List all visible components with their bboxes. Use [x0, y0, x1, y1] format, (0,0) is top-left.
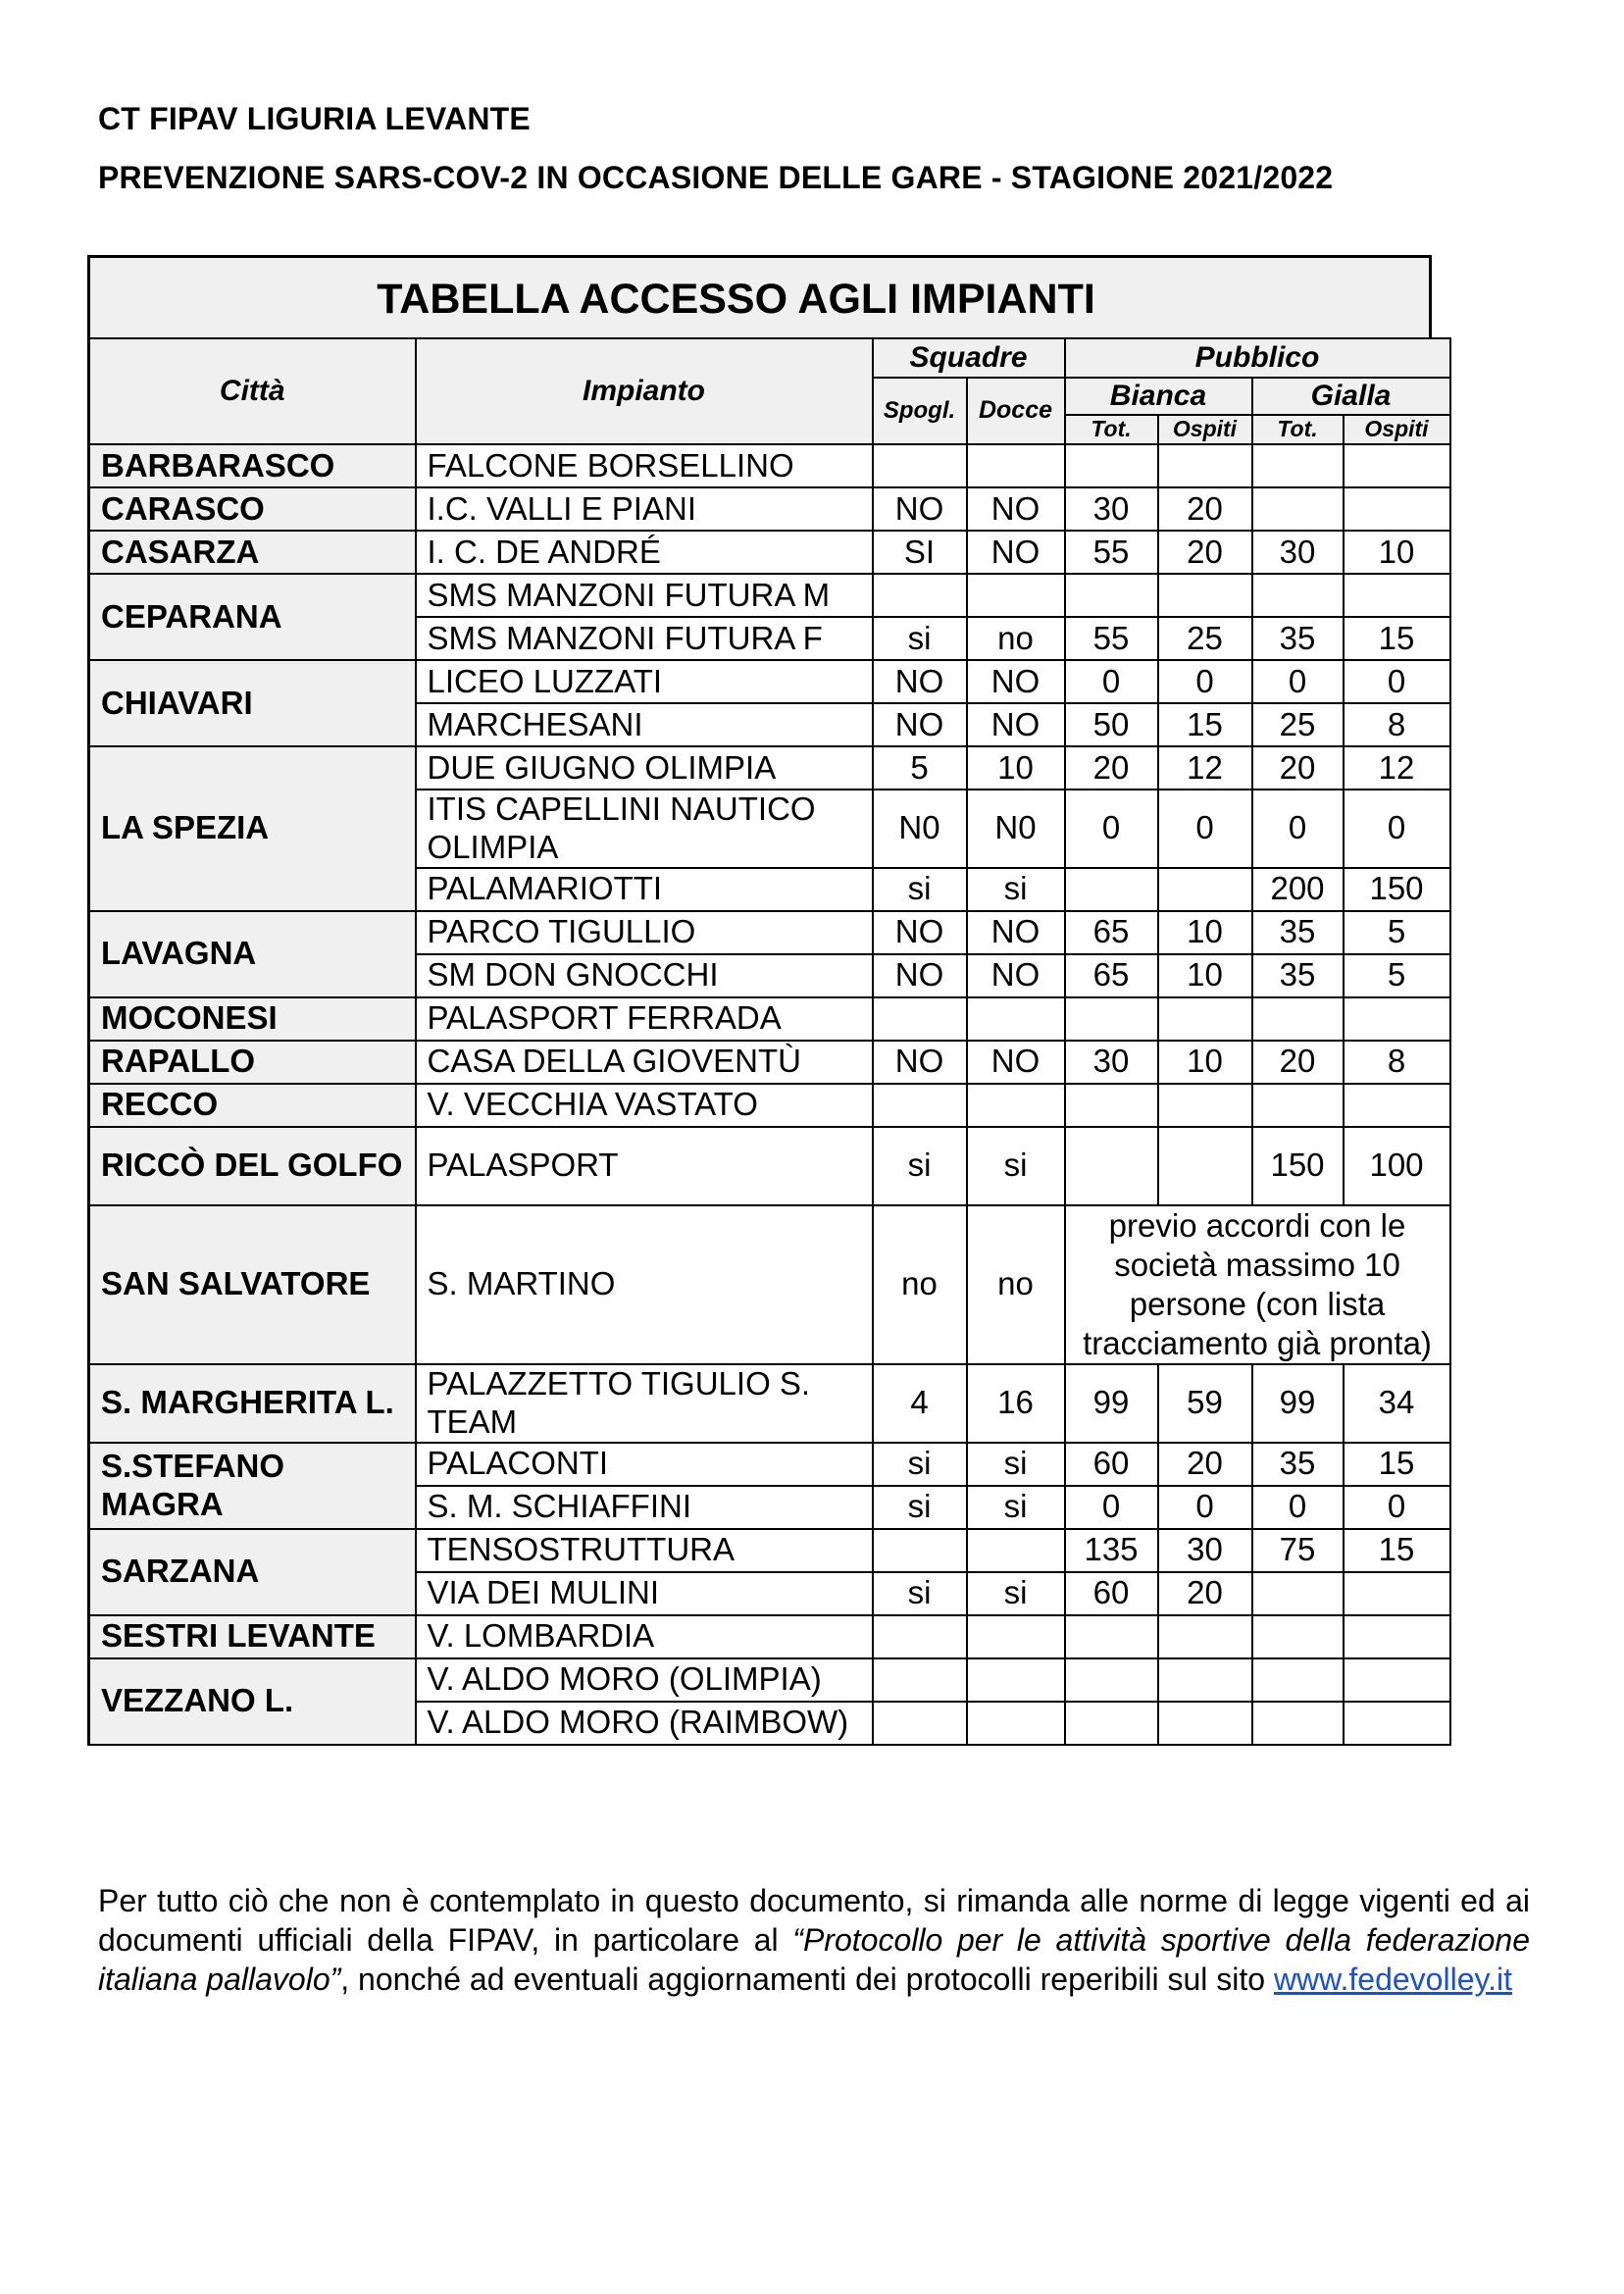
bianca-tot-cell: 99	[1065, 1364, 1158, 1443]
bianca-ospiti-cell: 20	[1158, 1572, 1252, 1615]
gialla-ospiti-cell	[1344, 1658, 1450, 1702]
gialla-tot-cell	[1252, 444, 1344, 487]
header-gialla-ospiti: Ospiti	[1344, 415, 1450, 444]
bianca-ospiti-cell: 20	[1158, 1443, 1252, 1486]
bianca-tot-cell: 135	[1065, 1529, 1158, 1572]
impianto-cell: DUE GIUGNO OLIMPIA	[416, 746, 873, 790]
gialla-tot-cell: 30	[1252, 531, 1344, 574]
bianca-tot-cell	[1065, 868, 1158, 911]
pubblico-note-cell: previo accordi con le società massimo 10 persone (con lista tracciamento già pronta)	[1065, 1205, 1450, 1364]
city-cell: LAVAGNA	[89, 911, 416, 997]
footer-protocol-title: “Protocollo per le attività sportive della federazione italiana pallavolo”	[98, 1922, 1530, 1997]
table-row	[89, 997, 1450, 1041]
bianca-ospiti-cell: 59	[1158, 1364, 1252, 1443]
gialla-ospiti-cell: 15	[1344, 1443, 1450, 1486]
spogl-cell	[873, 1529, 967, 1572]
bianca-ospiti-cell: 10	[1158, 1041, 1252, 1084]
table-title-box	[87, 255, 1432, 337]
bianca-ospiti-cell: 20	[1158, 531, 1252, 574]
header-gialla: Gialla	[1252, 378, 1450, 415]
table-row	[89, 1041, 1450, 1084]
spogl-cell: NO	[873, 660, 967, 703]
bianca-tot-cell: 65	[1065, 954, 1158, 997]
city-cell: CASARZA	[89, 531, 416, 574]
bianca-ospiti-cell	[1158, 1658, 1252, 1702]
spogl-cell: 5	[873, 746, 967, 790]
header-bianca-ospiti: Ospiti	[1158, 415, 1252, 444]
gialla-ospiti-cell: 5	[1344, 911, 1450, 954]
gialla-tot-cell	[1252, 487, 1344, 531]
footer-text-2: , nonché ad eventuali aggiornamenti dei protocolli reperibili sul sito	[340, 1962, 1274, 1997]
impianto-cell: V. LOMBARDIA	[416, 1615, 873, 1658]
bianca-ospiti-cell	[1158, 997, 1252, 1041]
impianto-cell: S. MARTINO	[416, 1205, 873, 1364]
docce-cell: N0	[967, 790, 1065, 868]
impianto-cell: CASA DELLA GIOVENTÙ	[416, 1041, 873, 1084]
docce-cell: si	[967, 1572, 1065, 1615]
bianca-tot-cell	[1065, 1615, 1158, 1658]
header-bianca: Bianca	[1065, 378, 1252, 415]
table-title: TABELLA ACCESSO AGLI IMPIANTI	[377, 276, 1095, 323]
city-cell: MOCONESI	[89, 997, 416, 1041]
gialla-ospiti-cell: 10	[1344, 531, 1450, 574]
docce-cell: si	[967, 1127, 1065, 1205]
bianca-ospiti-cell	[1158, 1084, 1252, 1127]
bianca-ospiti-cell: 10	[1158, 911, 1252, 954]
fedevolley-link[interactable]: www.fedevolley.it	[1273, 1962, 1512, 1997]
bianca-tot-cell: 20	[1065, 746, 1158, 790]
bianca-ospiti-cell: 0	[1158, 660, 1252, 703]
docce-cell: no	[967, 617, 1065, 660]
gialla-ospiti-cell: 0	[1344, 660, 1450, 703]
impianto-cell: MARCHESANI	[416, 703, 873, 746]
header-spogl: Spogl.	[873, 378, 967, 444]
table-row	[89, 1529, 1450, 1572]
bianca-tot-cell: 0	[1065, 790, 1158, 868]
bianca-ospiti-cell	[1158, 868, 1252, 911]
bianca-tot-cell: 50	[1065, 703, 1158, 746]
gialla-tot-cell	[1252, 1572, 1344, 1615]
impianto-cell: PALASPORT	[416, 1127, 873, 1205]
docce-cell: NO	[967, 703, 1065, 746]
bianca-ospiti-cell	[1158, 574, 1252, 617]
header-gialla-tot: Tot.	[1252, 415, 1344, 444]
bianca-ospiti-cell: 25	[1158, 617, 1252, 660]
impianto-cell: I.C. VALLI E PIANI	[416, 487, 873, 531]
city-cell: BARBARASCO	[89, 444, 416, 487]
bianca-ospiti-cell	[1158, 1615, 1252, 1658]
gialla-ospiti-cell: 34	[1344, 1364, 1450, 1443]
gialla-tot-cell: 20	[1252, 1041, 1344, 1084]
gialla-tot-cell: 25	[1252, 703, 1344, 746]
spogl-cell	[873, 1702, 967, 1745]
header-squadre: Squadre	[873, 338, 1065, 378]
bianca-ospiti-cell: 10	[1158, 954, 1252, 997]
spogl-cell: si	[873, 1572, 967, 1615]
docce-cell	[967, 1084, 1065, 1127]
docce-cell: 10	[967, 746, 1065, 790]
impianto-cell: V. ALDO MORO (RAIMBOW)	[416, 1702, 873, 1745]
docce-cell	[967, 997, 1065, 1041]
bianca-tot-cell: 0	[1065, 660, 1158, 703]
spogl-cell	[873, 997, 967, 1041]
gialla-ospiti-cell	[1344, 1084, 1450, 1127]
bianca-tot-cell: 60	[1065, 1443, 1158, 1486]
bianca-ospiti-cell	[1158, 444, 1252, 487]
impianto-cell: PALACONTI	[416, 1443, 873, 1486]
bianca-tot-cell	[1065, 574, 1158, 617]
bianca-tot-cell: 30	[1065, 487, 1158, 531]
bianca-tot-cell	[1065, 997, 1158, 1041]
impianto-cell: PALASPORT FERRADA	[416, 997, 873, 1041]
spogl-cell: 4	[873, 1364, 967, 1443]
bianca-ospiti-cell	[1158, 1127, 1252, 1205]
header-bianca-tot: Tot.	[1065, 415, 1158, 444]
gialla-ospiti-cell: 15	[1344, 617, 1450, 660]
spogl-cell: NO	[873, 703, 967, 746]
table-row	[89, 444, 1450, 487]
city-cell: S. MARGHERITA L.	[89, 1364, 416, 1443]
bianca-ospiti-cell	[1158, 1702, 1252, 1745]
impianto-cell: SM DON GNOCCHI	[416, 954, 873, 997]
table-row	[89, 1084, 1450, 1127]
bianca-tot-cell: 60	[1065, 1572, 1158, 1615]
docce-cell	[967, 1702, 1065, 1745]
impianto-cell: TENSOSTRUTTURA	[416, 1529, 873, 1572]
bianca-tot-cell: 65	[1065, 911, 1158, 954]
bianca-tot-cell: 55	[1065, 531, 1158, 574]
spogl-cell: SI	[873, 531, 967, 574]
gialla-tot-cell: 150	[1252, 1127, 1344, 1205]
gialla-tot-cell	[1252, 1702, 1344, 1745]
docce-cell	[967, 1615, 1065, 1658]
table-row	[89, 660, 1450, 703]
city-cell: SARZANA	[89, 1529, 416, 1615]
city-cell: RICCÒ DEL GOLFO	[89, 1127, 416, 1205]
impianto-cell: V. VECCHIA VASTATO	[416, 1084, 873, 1127]
spogl-cell: NO	[873, 954, 967, 997]
docce-cell: NO	[967, 487, 1065, 531]
gialla-tot-cell: 35	[1252, 1443, 1344, 1486]
docce-cell	[967, 1658, 1065, 1702]
spogl-cell	[873, 1615, 967, 1658]
table-row	[89, 1364, 1450, 1443]
gialla-tot-cell: 0	[1252, 1486, 1344, 1529]
bianca-ospiti-cell: 12	[1158, 746, 1252, 790]
gialla-tot-cell: 35	[1252, 617, 1344, 660]
bianca-tot-cell: 30	[1065, 1041, 1158, 1084]
gialla-ospiti-cell: 100	[1344, 1127, 1450, 1205]
impianto-cell: S. M. SCHIAFFINI	[416, 1486, 873, 1529]
gialla-tot-cell: 35	[1252, 954, 1344, 997]
docce-cell: NO	[967, 531, 1065, 574]
spogl-cell: si	[873, 1127, 967, 1205]
docce-cell: si	[967, 868, 1065, 911]
city-cell: LA SPEZIA	[89, 746, 416, 911]
gialla-ospiti-cell	[1344, 444, 1450, 487]
table-row	[89, 911, 1450, 954]
spogl-cell: NO	[873, 911, 967, 954]
docce-cell: NO	[967, 911, 1065, 954]
bianca-tot-cell	[1065, 1702, 1158, 1745]
spogl-cell: si	[873, 868, 967, 911]
spogl-cell: NO	[873, 487, 967, 531]
table-row	[89, 1127, 1450, 1205]
gialla-ospiti-cell: 15	[1344, 1529, 1450, 1572]
footer-note	[98, 1881, 1530, 1999]
docce-cell	[967, 444, 1065, 487]
city-cell: VEZZANO L.	[89, 1658, 416, 1745]
gialla-tot-cell	[1252, 1084, 1344, 1127]
gialla-ospiti-cell	[1344, 1702, 1450, 1745]
city-cell: RECCO	[89, 1084, 416, 1127]
spogl-cell: NO	[873, 1041, 967, 1084]
header-pubblico: Pubblico	[1065, 338, 1450, 378]
footer-text-1: Per tutto ciò che non è contemplato in questo documento, si rimanda alle norme di legge vigenti ed ai documenti ufficiali della FIPAV, in particolare al	[98, 1883, 1530, 1958]
table-row	[89, 1615, 1450, 1658]
gialla-ospiti-cell	[1344, 1615, 1450, 1658]
header-line-2: PREVENZIONE SARS-COV-2 IN OCCASIONE DELLE GARE - STAGIONE 2021/2022	[98, 160, 1334, 195]
gialla-tot-cell	[1252, 1658, 1344, 1702]
docce-cell: NO	[967, 954, 1065, 997]
header-impianto: Impianto	[416, 338, 873, 444]
gialla-tot-cell: 200	[1252, 868, 1344, 911]
spogl-cell: N0	[873, 790, 967, 868]
bianca-ospiti-cell: 15	[1158, 703, 1252, 746]
table-row	[89, 1443, 1450, 1486]
gialla-ospiti-cell: 8	[1344, 1041, 1450, 1084]
gialla-ospiti-cell: 0	[1344, 1486, 1450, 1529]
header-citta: Città	[89, 338, 416, 444]
spogl-cell: si	[873, 1486, 967, 1529]
access-table	[87, 337, 1451, 1746]
city-cell: SESTRI LEVANTE	[89, 1615, 416, 1658]
impianto-cell: ITIS CAPELLINI NAUTICO OLIMPIA	[416, 790, 873, 868]
impianto-cell: PALAZZETTO TIGULIO S. TEAM	[416, 1364, 873, 1443]
bianca-tot-cell	[1065, 1084, 1158, 1127]
header-docce: Docce	[967, 378, 1065, 444]
gialla-ospiti-cell: 150	[1344, 868, 1450, 911]
bianca-ospiti-cell: 20	[1158, 487, 1252, 531]
bianca-ospiti-cell: 0	[1158, 1486, 1252, 1529]
spogl-cell: si	[873, 1443, 967, 1486]
gialla-tot-cell: 75	[1252, 1529, 1344, 1572]
table-row	[89, 1205, 1450, 1364]
bianca-tot-cell: 0	[1065, 1486, 1158, 1529]
docce-cell: 16	[967, 1364, 1065, 1443]
gialla-ospiti-cell: 0	[1344, 790, 1450, 868]
docce-cell	[967, 574, 1065, 617]
gialla-ospiti-cell	[1344, 997, 1450, 1041]
gialla-ospiti-cell: 8	[1344, 703, 1450, 746]
spogl-cell: si	[873, 617, 967, 660]
gialla-tot-cell: 20	[1252, 746, 1344, 790]
spogl-cell	[873, 1658, 967, 1702]
gialla-ospiti-cell	[1344, 574, 1450, 617]
impianto-cell: PARCO TIGULLIO	[416, 911, 873, 954]
city-cell: RAPALLO	[89, 1041, 416, 1084]
docce-cell	[967, 1529, 1065, 1572]
gialla-tot-cell	[1252, 997, 1344, 1041]
city-cell: CHIAVARI	[89, 660, 416, 746]
spogl-cell: no	[873, 1205, 967, 1364]
docce-cell: NO	[967, 660, 1065, 703]
gialla-ospiti-cell: 5	[1344, 954, 1450, 997]
bianca-ospiti-cell: 0	[1158, 790, 1252, 868]
gialla-tot-cell	[1252, 1615, 1344, 1658]
bianca-tot-cell	[1065, 1658, 1158, 1702]
city-cell: CEPARANA	[89, 574, 416, 660]
impianto-cell: PALAMARIOTTI	[416, 868, 873, 911]
gialla-tot-cell: 99	[1252, 1364, 1344, 1443]
city-cell: S.STEFANO MAGRA	[89, 1443, 416, 1529]
table-row	[89, 531, 1450, 574]
impianto-cell: VIA DEI MULINI	[416, 1572, 873, 1615]
gialla-ospiti-cell	[1344, 1572, 1450, 1615]
impianto-cell: LICEO LUZZATI	[416, 660, 873, 703]
gialla-ospiti-cell: 12	[1344, 746, 1450, 790]
bianca-tot-cell: 55	[1065, 617, 1158, 660]
impianto-cell: SMS MANZONI FUTURA F	[416, 617, 873, 660]
table-row	[89, 574, 1450, 617]
docce-cell: si	[967, 1443, 1065, 1486]
table-row	[89, 1658, 1450, 1702]
gialla-tot-cell	[1252, 574, 1344, 617]
docce-cell: no	[967, 1205, 1065, 1364]
gialla-tot-cell: 0	[1252, 790, 1344, 868]
impianto-cell: I. C. DE ANDRÉ	[416, 531, 873, 574]
table-row	[89, 487, 1450, 531]
gialla-tot-cell: 35	[1252, 911, 1344, 954]
spogl-cell	[873, 574, 967, 617]
header-line-1: CT FIPAV LIGURIA LEVANTE	[98, 101, 531, 136]
impianto-cell: SMS MANZONI FUTURA M	[416, 574, 873, 617]
spogl-cell	[873, 444, 967, 487]
city-cell: CARASCO	[89, 487, 416, 531]
spogl-cell	[873, 1084, 967, 1127]
table-row	[89, 746, 1450, 790]
bianca-ospiti-cell: 30	[1158, 1529, 1252, 1572]
gialla-tot-cell: 0	[1252, 660, 1344, 703]
docce-cell: si	[967, 1486, 1065, 1529]
city-cell: SAN SALVATORE	[89, 1205, 416, 1364]
impianto-cell: FALCONE BORSELLINO	[416, 444, 873, 487]
impianto-cell: V. ALDO MORO (OLIMPIA)	[416, 1658, 873, 1702]
bianca-tot-cell	[1065, 444, 1158, 487]
docce-cell: NO	[967, 1041, 1065, 1084]
gialla-ospiti-cell	[1344, 487, 1450, 531]
bianca-tot-cell	[1065, 1127, 1158, 1205]
